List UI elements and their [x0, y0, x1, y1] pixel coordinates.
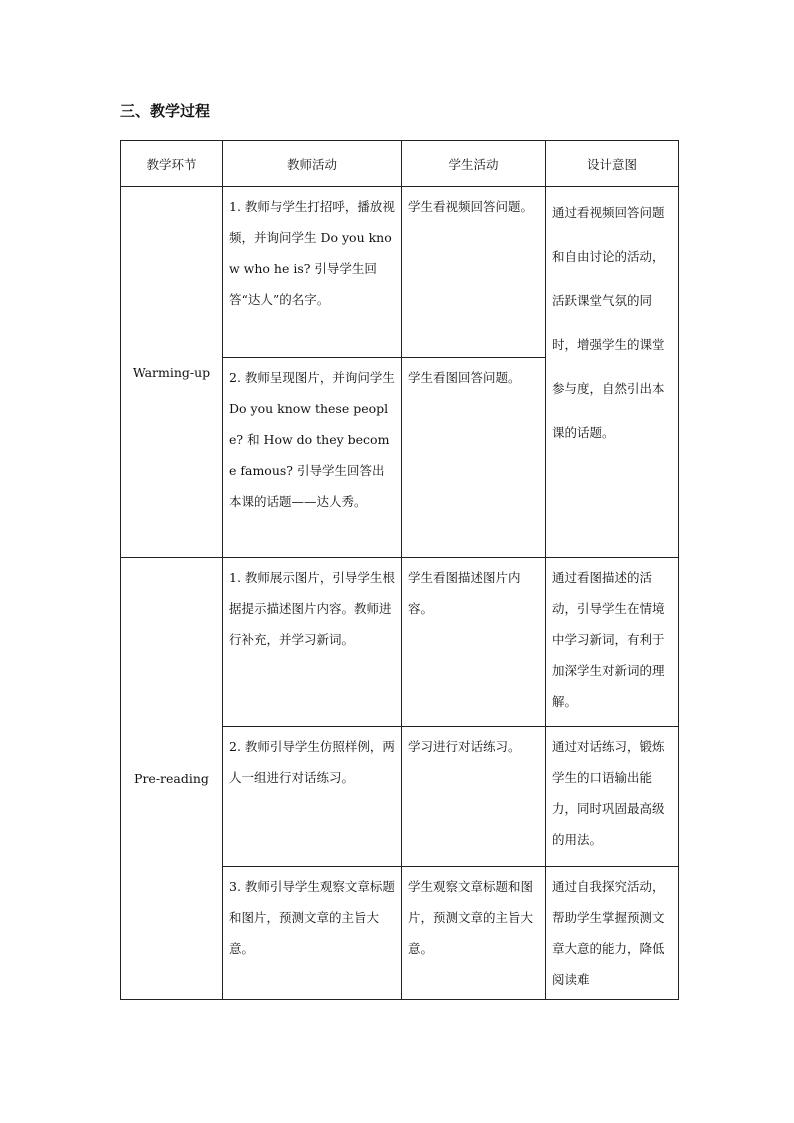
header-teacher-activity: 教师活动 [223, 141, 402, 187]
design-intent-cell: 通过看视频回答问题和自由讨论的活动，活跃课堂气氛的同时，增强学生的课堂参与度，自然引出本课的话题。 [546, 187, 679, 558]
student-activity-cell: 学生看视频回答问题。 [402, 187, 546, 358]
table-row [121, 187, 679, 358]
student-activity-cell: 学习进行对话练习。 [402, 727, 546, 867]
header-student-activity: 学生活动 [402, 141, 546, 187]
design-intent-cell: 通过对话练习，锻炼学生的口语输出能力，同时巩固最高级的用法。 [546, 727, 679, 867]
teacher-activity-cell: 1. 教师展示图片，引导学生根据提示描述图片内容。教师进行补充，并学习新词。 [223, 558, 402, 727]
teacher-activity-cell: 2. 教师呈现图片，并询问学生 Do you know these people? 和 How do they become famous? 引导学生回答出本课的话题——达人秀。 [223, 358, 402, 558]
teacher-activity-cell: 1. 教师与学生打招呼，播放视频，并询问学生 Do you know who he is? 引导学生回答“达人”的名字。 [223, 187, 402, 358]
teacher-activity-cell: 2. 教师引导学生仿照样例，两人一组进行对话练习。 [223, 727, 402, 867]
stage-warming-up: Warming-up [121, 187, 223, 558]
design-intent-cell: 通过自我探究活动，帮助学生掌握预测文章大意的能力，降低阅读难 [546, 867, 679, 1000]
header-design-intent: 设计意图 [546, 141, 679, 187]
section-title: 三、教学过程 [120, 102, 211, 120]
table-row [121, 558, 679, 727]
student-activity-cell: 学生观察文章标题和图片，预测文章的主旨大意。 [402, 867, 546, 1000]
header-stage: 教学环节 [121, 141, 223, 187]
student-activity-cell: 学生看图回答问题。 [402, 358, 546, 558]
student-activity-cell: 学生看图描述图片内容。 [402, 558, 546, 727]
table-header-row [121, 141, 679, 187]
design-intent-cell: 通过看图描述的活动，引导学生在情境中学习新词，有利于加深学生对新词的理解。 [546, 558, 679, 727]
teaching-process-table [120, 140, 679, 1000]
teacher-activity-cell: 3. 教师引导学生观察文章标题和图片，预测文章的主旨大意。 [223, 867, 402, 1000]
stage-pre-reading: Pre-reading [121, 558, 223, 1000]
